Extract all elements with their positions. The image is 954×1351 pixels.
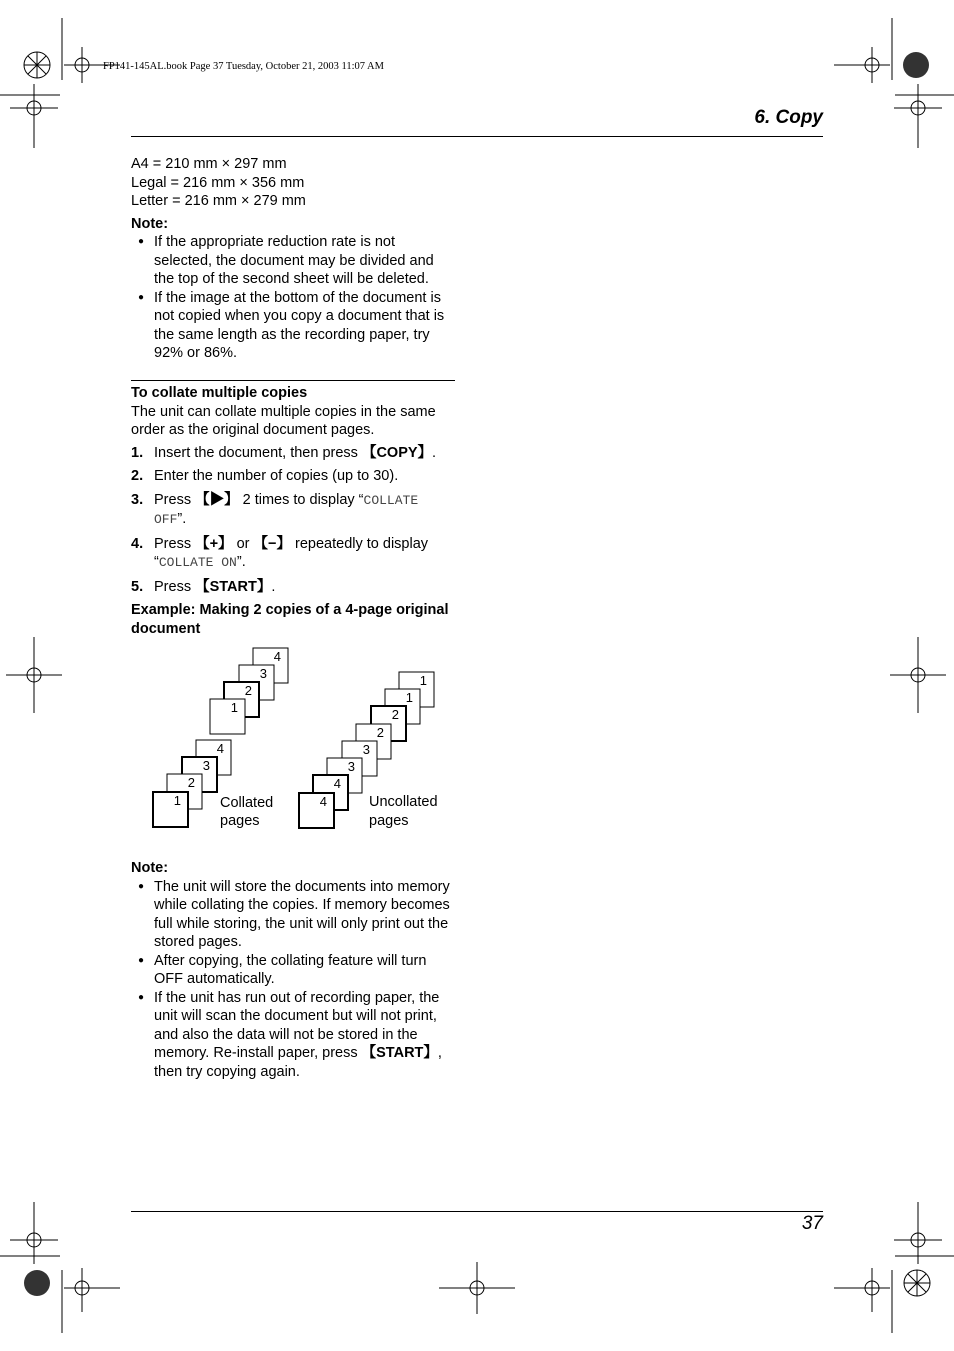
page-number-label: 3 — [362, 742, 370, 757]
page-number-label: 3 — [347, 759, 355, 774]
uncollated-label: pages — [369, 813, 409, 829]
lcd-display-text: COLLATE ON — [158, 555, 237, 570]
step-2: 2. Enter the number of copies (up to 30). — [131, 468, 399, 484]
lcd-display-text: COLLATE OFF — [154, 492, 419, 527]
page-number-label: 4 — [273, 649, 281, 664]
page-number-label: 4 — [333, 776, 341, 791]
page-number-label: 1 — [405, 690, 413, 705]
page-sheet — [210, 699, 245, 734]
collate-intro: The unit can collate multiple copies in the same order as the original document pages. — [131, 403, 436, 438]
step-number: 1. — [131, 444, 144, 461]
plus-key-icon: 【+】 — [195, 535, 233, 552]
note-item: ● After copying, the collating feature will turn OFF automatically. — [131, 952, 455, 989]
note-heading: Note: — [131, 215, 169, 232]
page-sheet — [299, 793, 334, 828]
section-title: 6. Copy — [754, 107, 823, 128]
collate-section-rule — [131, 380, 455, 381]
right-arrow-key-icon: 【▶】 — [195, 491, 239, 508]
step-4: 4. Press 【+】 or 【−】 repeatedly to display “COLLATE ON”. — [131, 535, 429, 570]
page-number-label: 3 — [259, 666, 267, 681]
step-1: 1. Insert the document, then press 【COPY】. — [131, 444, 437, 461]
collate-heading: To collate multiple copies — [131, 385, 308, 401]
page-number-label: 1 — [173, 793, 181, 808]
page-number-label: 4 — [216, 741, 224, 756]
page-number-label: 2 — [244, 683, 252, 698]
footer-rule — [131, 1211, 823, 1212]
uncollated-label: Uncollated — [369, 794, 438, 810]
collate-section — [131, 384, 455, 638]
note-item: ● If the unit has run out of recording paper, the unit will scan the document but will not print, and also the data will not be stored in the memory. Re-install paper, press 【START】, then try copying again. — [131, 989, 455, 1082]
step-number: 3. — [131, 491, 144, 508]
collated-label: Collated — [220, 795, 274, 811]
note-list — [131, 233, 455, 363]
note-list — [131, 878, 455, 1082]
page-number-label: 2 — [391, 707, 399, 722]
page-number: 37 — [801, 1213, 823, 1234]
copy-key: COPY — [376, 444, 418, 461]
page-number-label: 1 — [230, 700, 238, 715]
start-key: START — [209, 578, 257, 595]
start-key: START — [376, 1045, 424, 1061]
minus-key-icon: 【−】 — [253, 535, 291, 552]
file-info-header: FP141-145AL.book Page 37 Tuesday, October 21, 2003 11:07 AM — [103, 61, 384, 72]
step-3: 3. Press 【▶】 2 times to display “COLLATE OFF”. — [131, 491, 419, 527]
note-item: ● The unit will store the documents into memory while collating the copies. If memory becomes full while storing, the unit will only print out the stored pages. — [131, 878, 455, 952]
note-section — [131, 859, 455, 1081]
size-letter: Letter = 216 mm × 279 mm — [131, 193, 306, 209]
page-number-label: 4 — [319, 794, 327, 809]
note-heading: Note: — [131, 860, 169, 876]
page-sheet — [153, 792, 188, 827]
example-heading: Example: Making 2 copies of a 4-page original document — [131, 602, 449, 637]
page-number-label: 2 — [187, 775, 195, 790]
page-number-label: 3 — [202, 758, 210, 773]
note-item: ● If the image at the bottom of the document is not copied when you copy a document that is the same length as the recording paper, try 92% or 86%. — [131, 289, 455, 363]
collated-label: pages — [220, 813, 260, 829]
step-number: 4. — [131, 535, 144, 552]
step-5: 5. Press 【START】. — [131, 578, 276, 595]
collate-diagram — [145, 644, 455, 839]
paper-size-list — [131, 155, 455, 363]
size-a4: A4 = 210 mm × 297 mm — [131, 156, 287, 172]
header-rule — [131, 136, 823, 137]
step-number: 5. — [131, 578, 144, 595]
size-legal: Legal = 216 mm × 356 mm — [131, 174, 305, 191]
page-number-label: 2 — [376, 725, 384, 740]
page-number-label: 1 — [419, 673, 427, 688]
step-number: 2. — [131, 468, 144, 484]
collate-steps — [131, 444, 455, 597]
note-item: ● If the appropriate reduction rate is not selected, the document may be divided and the top of the second sheet will be deleted. — [131, 233, 455, 289]
